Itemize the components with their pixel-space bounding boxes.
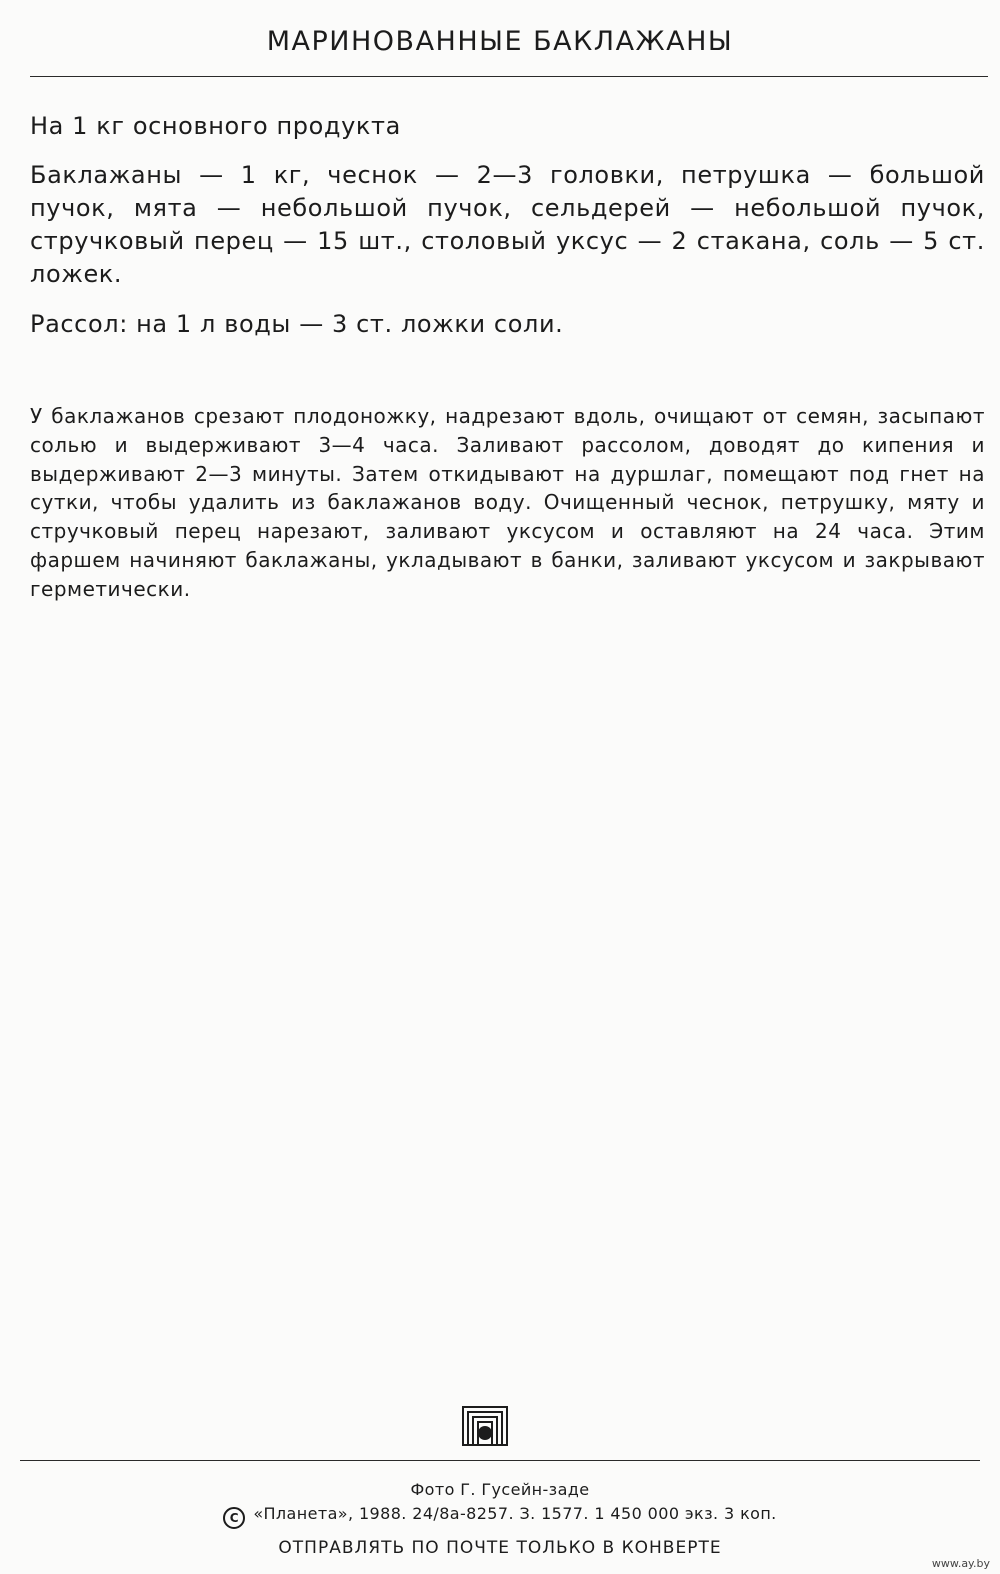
recipe-method: У баклажанов срезают плодоножку, надрезают вдоль, очищают от семян, засыпают солью и выдерживают 3—4 часа. Заливают рассолом, доводят до кипения и выдерживают 2—3 минуты. Затем откидывают на дуршлаг, помещают под гнет на сутки, чтобы удалить из баклажанов воду. Очищенный чеснок, петрушку, мяту и стручковый перец нарезают, заливают уксусом и оставляют на 24 часа. Этим фаршем начиняют баклажаны, укладывают в банки, заливают уксусом и закрывают герметически. bbox=[30, 404, 985, 601]
mailing-instruction: ОТПРАВЛЯТЬ ПО ПОЧТЕ ТОЛЬКО В КОНВЕРТЕ bbox=[278, 1538, 722, 1558]
imprint-line bbox=[0, 1502, 1000, 1529]
ingredients-section bbox=[30, 110, 985, 358]
ingredients-basis: На 1 кг основного продукта bbox=[30, 112, 401, 140]
recipe-title: МАРИНОВАННЫЕ БАКЛАЖАНЫ bbox=[266, 26, 734, 57]
brine-ingredients: Рассол: на 1 л воды — 3 ст. ложки соли. bbox=[30, 310, 564, 338]
bottom-divider bbox=[20, 1460, 980, 1461]
photo-credit: Фото Г. Гусейн-заде bbox=[410, 1480, 590, 1499]
planeta-logo-icon bbox=[462, 1406, 508, 1446]
copyright-icon: C bbox=[223, 1507, 245, 1529]
credits-block bbox=[0, 1478, 1000, 1529]
imprint-text: «Планета», 1988. 24/8а-8257. З. 1577. 1 450 000 экз. 3 коп. bbox=[253, 1504, 777, 1523]
top-divider bbox=[30, 76, 988, 77]
watermark: www.ay.by bbox=[931, 1557, 990, 1570]
ingredients-list: Баклажаны — 1 кг, чеснок — 2—3 головки, петрушка — большой пучок, мята — небольшой пучок, сельдерей — небольшой пучок, стручковый перец — 15 шт., столовый уксус — 2 стакана, соль — 5 ст. ложек. bbox=[30, 161, 985, 288]
